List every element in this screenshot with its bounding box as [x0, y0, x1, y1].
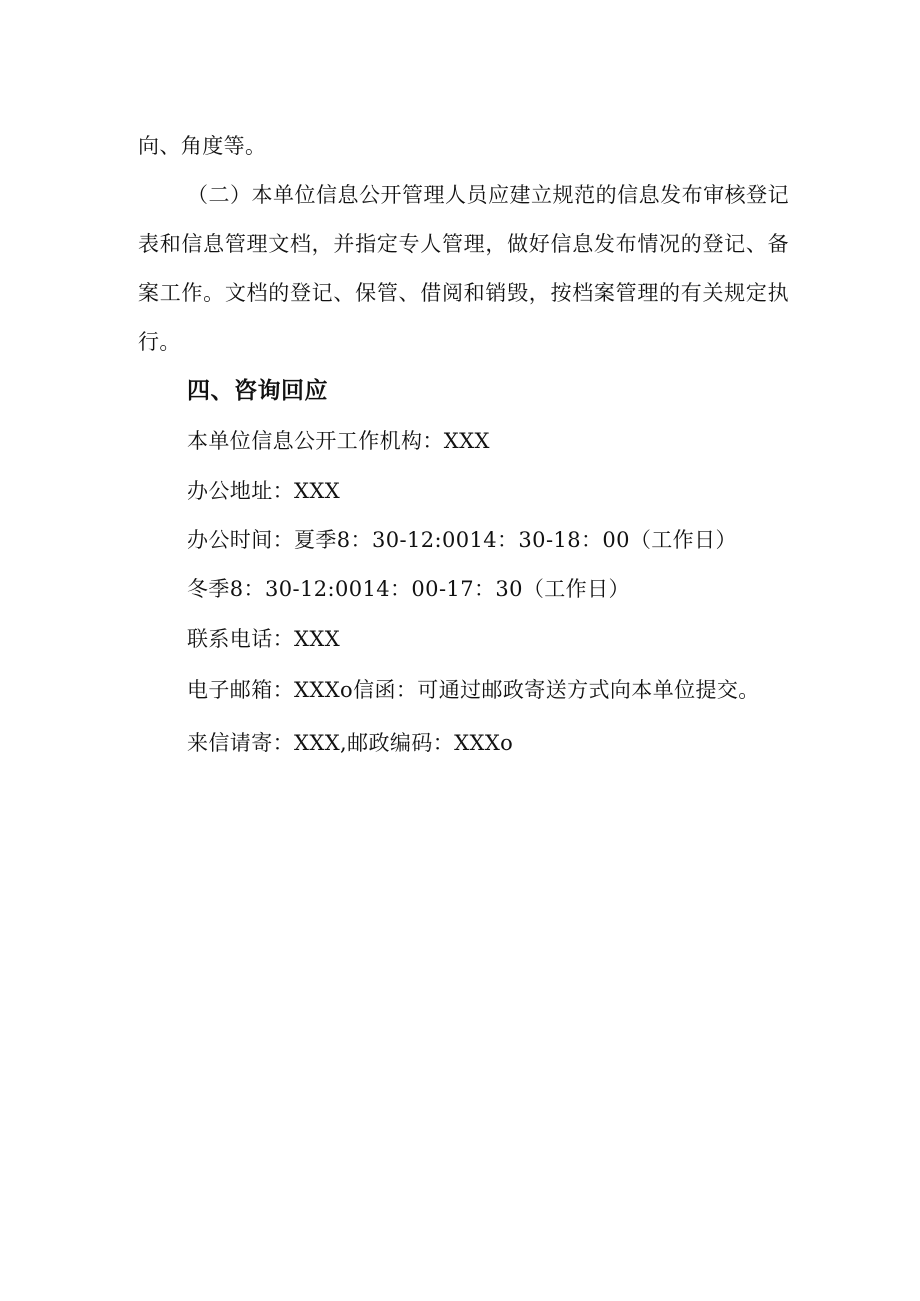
- mail-line: 来信请寄：XXX,邮政编码：XXXo: [187, 731, 514, 755]
- paragraph-line: （二）本单位信息公开管理人员应建立规范的信息发布审核登记: [187, 183, 789, 207]
- paragraph-line: 表和信息管理文档，并指定专人管理，做好信息发布情况的登记、备: [138, 232, 789, 256]
- address-line: 办公地址：XXX: [187, 479, 341, 503]
- paragraph-line: 向、角度等。: [138, 134, 267, 158]
- paragraph-line: 案工作。文档的登记、保管、借阅和销毁，按档案管理的有关规定执: [138, 281, 789, 305]
- hours-winter-line: 冬季8：30-12:0014：00-17：30（工作日）: [187, 577, 630, 601]
- paragraph-line: 行。: [138, 330, 181, 354]
- office-line: 本单位信息公开工作机构：XXX: [187, 429, 490, 453]
- email-line: 电子邮箱：XXXo信函：可通过邮政寄送方式向本单位提交。: [187, 678, 760, 702]
- section-heading: 四、咨询回应: [187, 378, 328, 404]
- phone-line: 联系电话：XXX: [187, 627, 341, 651]
- hours-summer-line: 办公时间：夏季8：30-12:0014：30-18：00（工作日）: [187, 528, 737, 552]
